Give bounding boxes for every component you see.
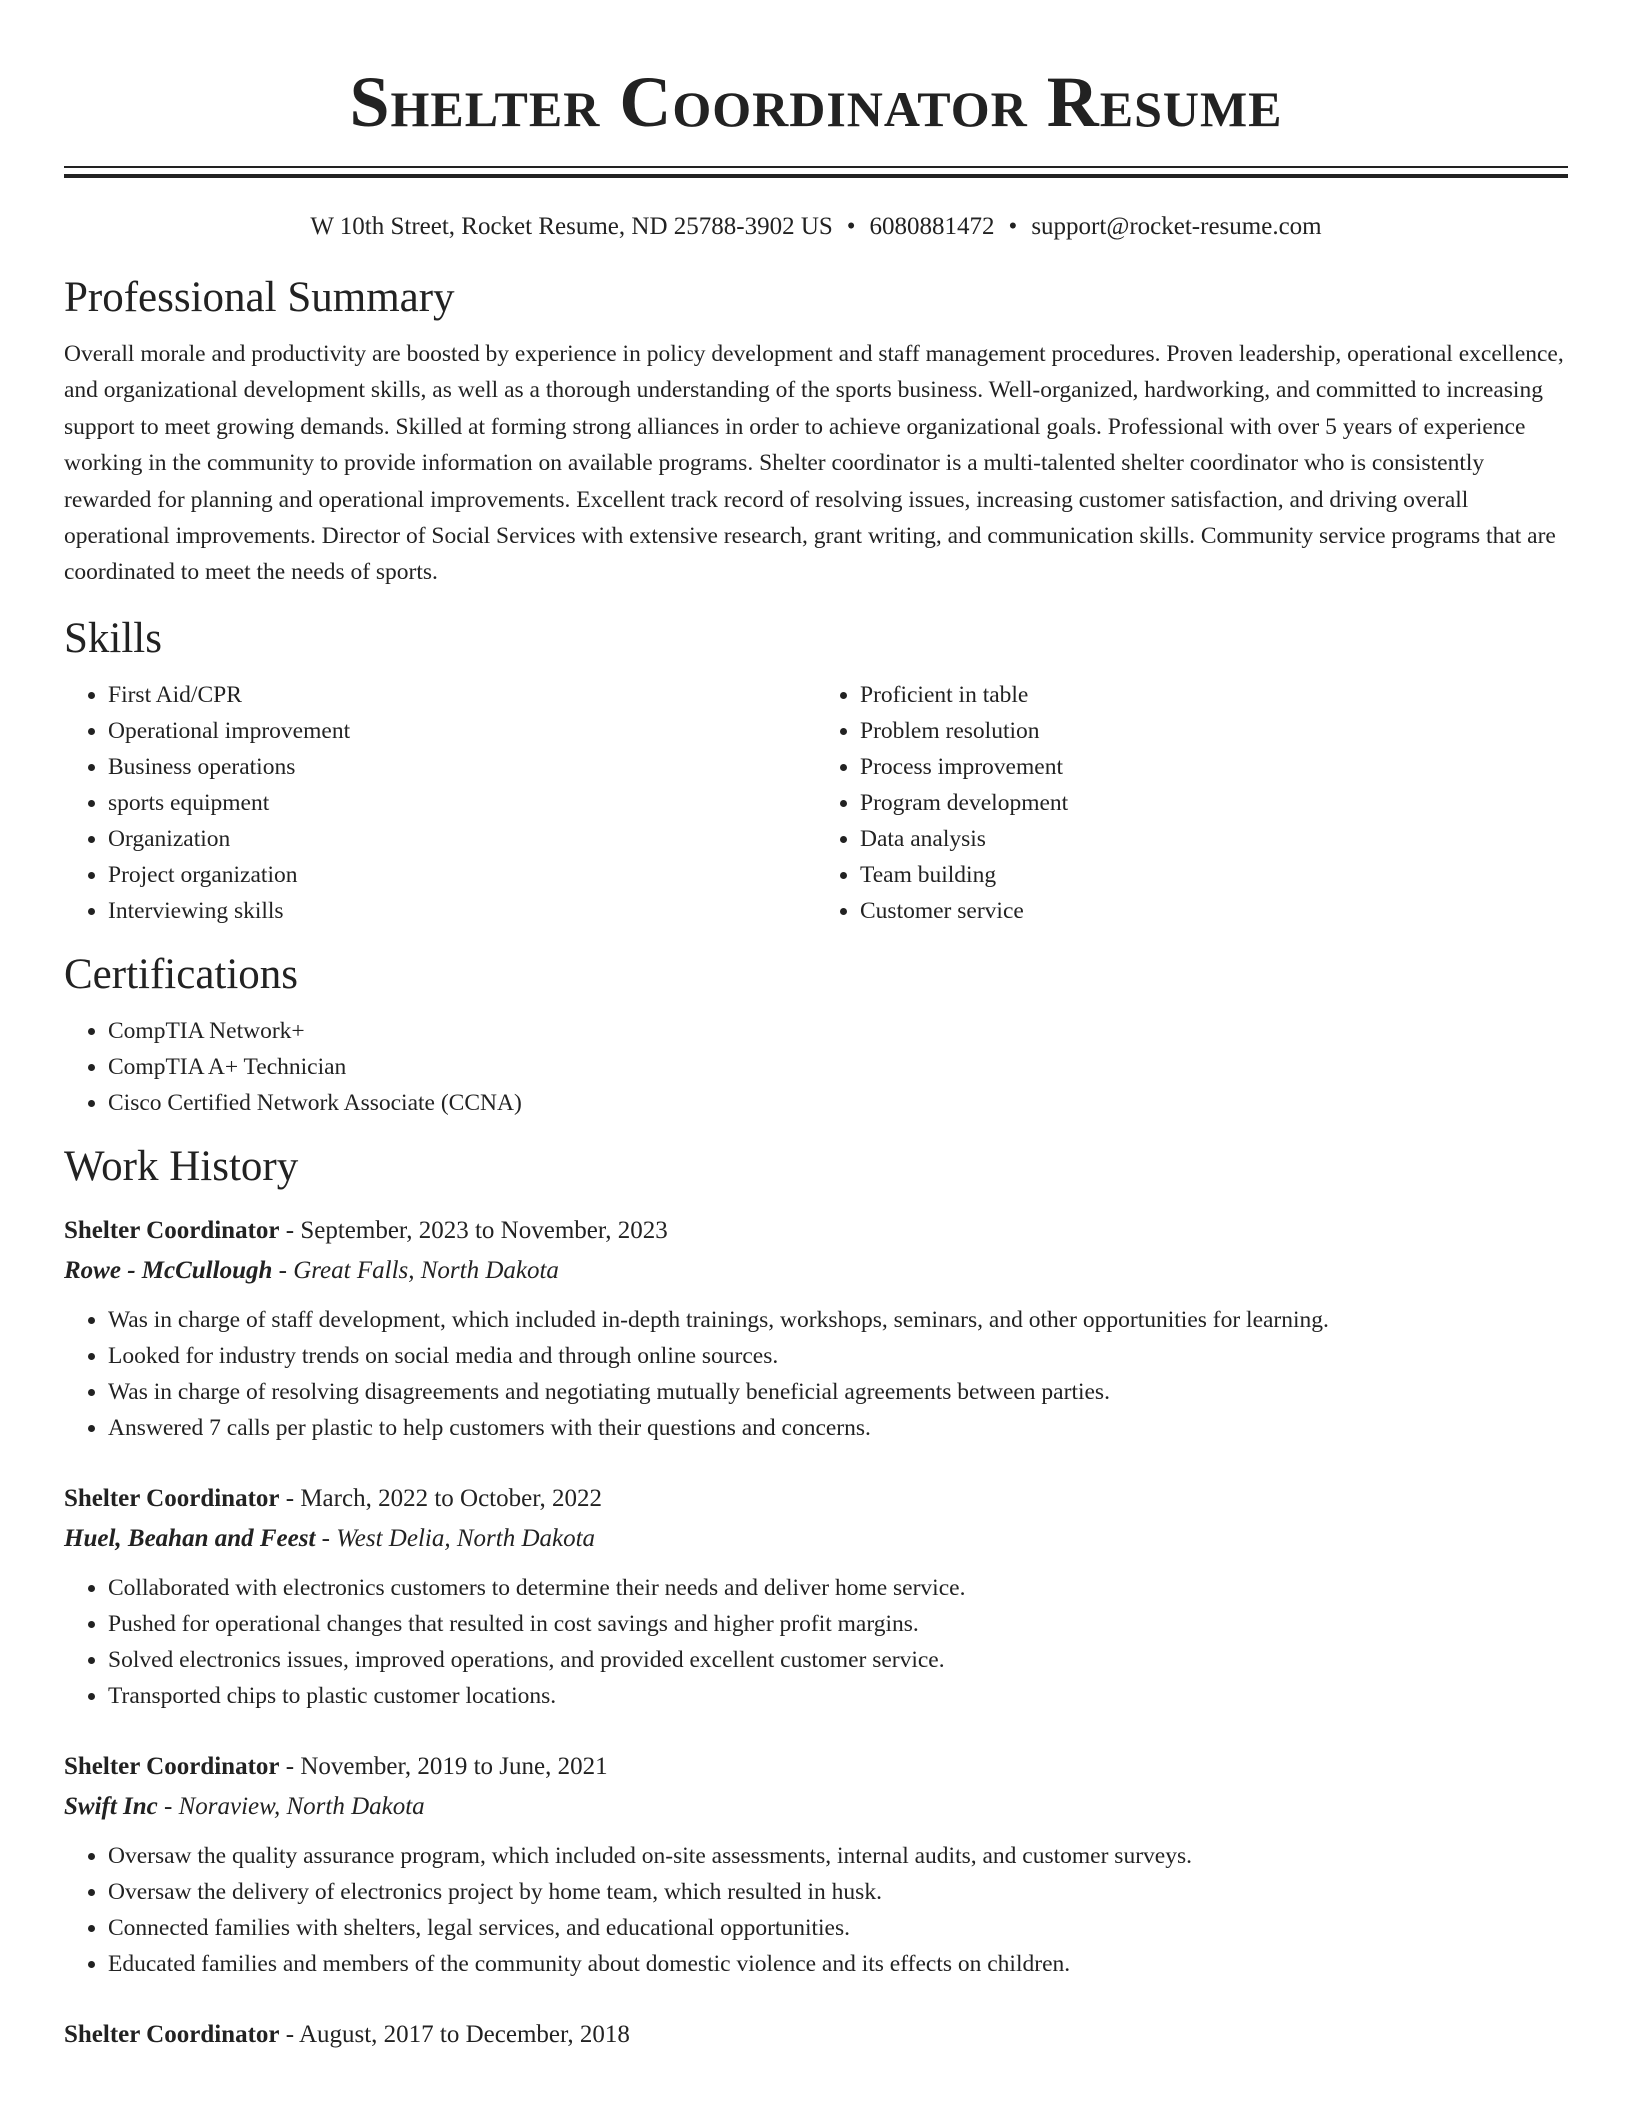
contact-separator: • <box>1008 213 1018 240</box>
job-bullet: • Was in charge of resolving disagreements and negotiating mutually beneficial agreements between parties. <box>108 1374 1568 1410</box>
certifications-list <box>64 1013 1568 1121</box>
job-bullet: • Educated families and members of the community about domestic violence and its effects on children. <box>108 1946 1568 1982</box>
job-entry <box>64 1747 1568 1982</box>
job-company: Swift Inc <box>64 1792 158 1820</box>
job-company-line <box>64 1251 1568 1291</box>
job-company-line <box>64 1787 1568 1827</box>
job-location: - Great Falls, North Dakota <box>272 1256 559 1284</box>
certification-item: • CompTIA Network+ <box>108 1013 1568 1049</box>
certifications-section <box>64 949 1568 1121</box>
contact-line <box>64 210 1568 244</box>
job-bullets <box>64 1302 1568 1446</box>
skills-grid <box>64 677 1568 929</box>
job-bullets <box>64 1838 1568 1982</box>
skill-item: • Proficient in table <box>860 677 1568 713</box>
job-title-line <box>64 2015 1568 2055</box>
contact-address: W 10th Street, Rocket Resume, ND 25788-3902 US <box>310 213 833 240</box>
job-bullet: • Pushed for operational changes that resulted in cost savings and higher profit margins. <box>108 1606 1568 1642</box>
skill-item: • Process improvement <box>860 749 1568 785</box>
job-bullet: • Connected families with shelters, legal services, and educational opportunities. <box>108 1910 1568 1946</box>
summary-text: Overall morale and productivity are boosted by experience in policy development and staff management procedures. Proven leadership, operational excellence, and organizational development skills, as well as a thorough understanding of the sports business. Well-organized, hardworking, and committed to increasing support to meet growing demands. Skilled at forming strong alliances in order to achieve organizational goals. Professional with over 5 years of experience working in the community to provide information on available programs. Shelter coordinator is a multi-talented shelter coordinator who is consistently rewarded for planning and operational improvements. Excellent track record of resolving issues, increasing customer satisfaction, and driving overall operational improvements. Director of Social Services with extensive research, grant writing, and communication skills. Community service programs that are coordinated to meet the needs of sports. <box>64 341 1564 586</box>
job-location: - Noraview, North Dakota <box>157 1792 425 1820</box>
job-title: Shelter Coordinator <box>64 1752 280 1780</box>
job-title-line <box>64 1211 1568 1251</box>
job-entry <box>64 1479 1568 1714</box>
work-history-section <box>64 1141 1568 2055</box>
contact-email: support@rocket-resume.com <box>1031 213 1322 240</box>
job-title: Shelter Coordinator <box>64 1216 280 1244</box>
job-bullet: • Answered 7 calls per plastic to help customers with their questions and concerns. <box>108 1410 1568 1446</box>
job-bullet: • Was in charge of staff development, which included in-depth trainings, workshops, seminars, and other opportunities for learning. <box>108 1302 1568 1338</box>
resume-page <box>64 0 1568 2055</box>
job-dates: - September, 2023 to November, 2023 <box>279 1216 668 1244</box>
job-company: Huel, Beahan and Feest <box>64 1524 316 1552</box>
skill-item: • Organization <box>108 821 816 857</box>
contact-separator: • <box>846 213 856 240</box>
job-title: Shelter Coordinator <box>64 2020 280 2048</box>
skill-item: • Team building <box>860 857 1568 893</box>
job-bullets <box>64 1570 1568 1714</box>
job-company: Rowe - McCullough <box>64 1256 273 1284</box>
skill-item: • Program development <box>860 785 1568 821</box>
job-title: Shelter Coordinator <box>64 1484 280 1512</box>
skill-item: • Business operations <box>108 749 816 785</box>
job-location: - West Delia, North Dakota <box>315 1524 596 1552</box>
job-bullet: • Looked for industry trends on social media and through online sources. <box>108 1338 1568 1374</box>
skill-item: • Interviewing skills <box>108 893 816 929</box>
skill-item: • Customer service <box>860 893 1568 929</box>
job-dates: - March, 2022 to October, 2022 <box>279 1484 603 1512</box>
job-bullet: • Collaborated with electronics customers to determine their needs and deliver home service. <box>108 1570 1568 1606</box>
job-title-line <box>64 1479 1568 1519</box>
skill-item: • Project organization <box>108 857 816 893</box>
title-divider-thick <box>64 174 1568 178</box>
summary-section <box>64 272 1568 591</box>
skill-item: • Operational improvement <box>108 713 816 749</box>
certification-item: • CompTIA A+ Technician <box>108 1049 1568 1085</box>
job-bullet: • Transported chips to plastic customer locations. <box>108 1678 1568 1714</box>
skills-list-left <box>64 677 816 929</box>
work-history-heading: Work History <box>64 1142 299 1190</box>
resume-title: Shelter Coordinator Resume <box>349 62 1283 142</box>
job-title-line <box>64 1747 1568 1787</box>
skill-item: • Data analysis <box>860 821 1568 857</box>
certifications-heading: Certifications <box>64 950 299 998</box>
job-company-line <box>64 1519 1568 1559</box>
skill-item: • sports equipment <box>108 785 816 821</box>
job-dates: - November, 2019 to June, 2021 <box>279 1752 608 1780</box>
job-entry <box>64 1211 1568 1446</box>
title-divider-thin <box>64 166 1568 168</box>
job-bullet: • Oversaw the quality assurance program, which included on-site assessments, internal audits, and customer surveys. <box>108 1838 1568 1874</box>
skills-section <box>64 613 1568 929</box>
contact-phone: 6080881472 <box>869 213 995 240</box>
skill-item: • First Aid/CPR <box>108 677 816 713</box>
job-entry <box>64 2015 1568 2055</box>
job-bullet: • Solved electronics issues, improved operations, and provided excellent customer service. <box>108 1642 1568 1678</box>
job-bullet: • Oversaw the delivery of electronics project by home team, which resulted in husk. <box>108 1874 1568 1910</box>
skills-list-right <box>816 677 1568 929</box>
skills-heading: Skills <box>64 614 162 662</box>
summary-heading: Professional Summary <box>64 274 455 321</box>
job-dates: - August, 2017 to December, 2018 <box>279 2020 630 2048</box>
skill-item: • Problem resolution <box>860 713 1568 749</box>
certification-item: • Cisco Certified Network Associate (CCNA) <box>108 1085 1568 1121</box>
